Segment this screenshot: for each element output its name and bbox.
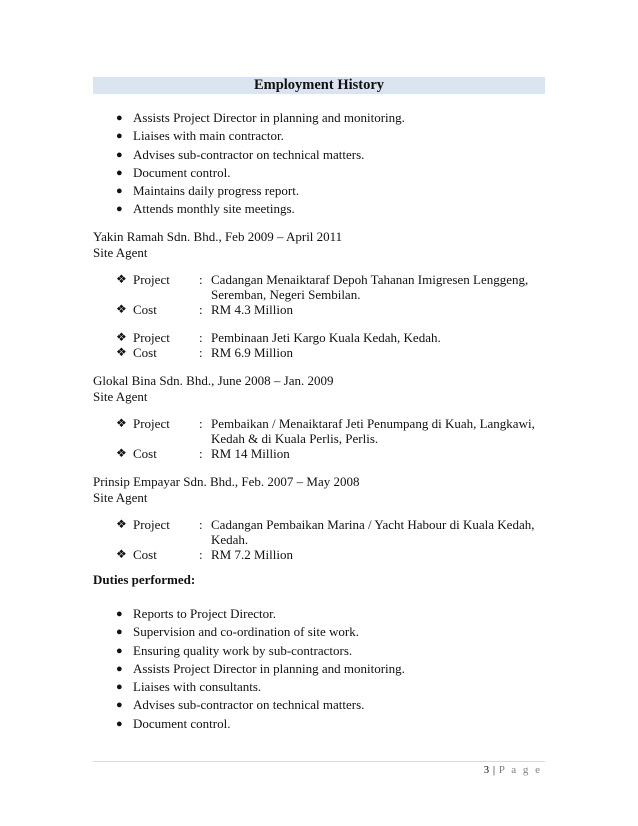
diamond-bullet-icon: ❖ [116, 330, 127, 344]
cost-row [116, 345, 546, 360]
list-item: ● Ensuring quality work by sub-contractors. [116, 642, 353, 658]
separator: : [199, 416, 203, 431]
company-heading: Yakin Ramah Sdn. Bhd., Feb 2009 – April 2011 [93, 229, 343, 244]
project-row [116, 416, 546, 446]
project-name: Pembinaan Jeti Kargo Kuala Kedah, Kedah. [211, 330, 441, 345]
cost-value: RM 4.3 Million [211, 302, 293, 317]
bullet-icon: ● [116, 699, 123, 712]
project-label: Project [133, 330, 170, 345]
job-role: Site Agent [93, 389, 148, 404]
list-item: ● Liaises with main contractor. [116, 128, 284, 144]
project-entry [116, 330, 546, 360]
cost-row [116, 302, 546, 317]
page-footer [484, 764, 542, 776]
project-entry [116, 517, 546, 562]
project-name: Cadangan Menaiktaraf Depoh Tahanan Imigresen Lenggeng, Seremban, Negeri Sembilan. [211, 272, 529, 302]
company-heading: Glokal Bina Sdn. Bhd., June 2008 – Jan. 2009 [93, 373, 334, 388]
job-role: Site Agent [93, 245, 148, 260]
bullet-icon: ● [116, 608, 123, 620]
list-item: ● Assists Project Director in planning and monitoring. [116, 110, 405, 125]
page-label: P a g e [498, 764, 542, 776]
project-name: Pembaikan / Menaiktaraf Jeti Penumpang di Kuah, Langkawi, Kedah & di Kuala Perlis, Perlis. [211, 416, 535, 446]
bullet-icon: ● [116, 112, 123, 124]
cost-row [116, 547, 546, 562]
project-row [116, 272, 546, 302]
list-item: ● Reports to Project Director. [116, 606, 276, 621]
list-item: ● Attends monthly site meetings. [116, 201, 295, 217]
cost-label: Cost [133, 446, 157, 461]
cost-value: RM 14 Million [211, 446, 290, 461]
project-label: Project [133, 416, 170, 431]
cost-value: RM 7.2 Million [211, 547, 293, 562]
separator: : [199, 517, 203, 532]
cost-value: RM 6.9 Million [211, 345, 293, 360]
section-title: Employment History [93, 77, 545, 94]
project-row [116, 517, 546, 547]
diamond-bullet-icon: ❖ [116, 517, 127, 531]
bullet-icon: ● [116, 662, 123, 675]
list-item: ● Supervision and co-ordination of site work. [116, 624, 360, 640]
list-item: ● Advises sub-contractor on technical matters. [116, 146, 365, 162]
bullet-icon: ● [116, 185, 123, 198]
bullet-icon: ● [116, 626, 123, 639]
footer-separator: | [492, 764, 496, 776]
project-entry [116, 272, 546, 317]
separator: : [199, 330, 203, 345]
cost-label: Cost [133, 345, 157, 360]
responsibilities-list [116, 109, 405, 219]
project-label: Project [133, 272, 170, 287]
separator: : [199, 302, 203, 317]
diamond-bullet-icon: ❖ [116, 302, 127, 316]
diamond-bullet-icon: ❖ [116, 345, 127, 359]
separator: : [199, 345, 203, 360]
footer-divider [93, 761, 545, 762]
project-label: Project [133, 517, 170, 532]
job-role: Site Agent [93, 490, 148, 505]
separator: : [199, 272, 203, 287]
bullet-icon: ● [116, 644, 123, 657]
separator: : [199, 446, 203, 461]
diamond-bullet-icon: ❖ [116, 272, 127, 286]
bullet-icon: ● [116, 148, 123, 161]
list-item: ● Document control. [116, 164, 231, 180]
bullet-icon: ● [116, 203, 123, 216]
diamond-bullet-icon: ❖ [116, 416, 127, 430]
cost-row [116, 446, 546, 461]
bullet-icon: ● [116, 166, 123, 179]
diamond-bullet-icon: ❖ [116, 547, 127, 561]
list-item: ● Advises sub-contractor on technical matters. [116, 697, 365, 713]
list-item: ● Maintains daily progress report. [116, 183, 300, 199]
bullet-icon: ● [116, 130, 123, 143]
company-heading: Prinsip Empayar Sdn. Bhd., Feb. 2007 – May 2008 [93, 474, 360, 489]
list-item: ● Document control. [116, 715, 231, 731]
separator: : [199, 547, 203, 562]
list-item: ● Assists Project Director in planning and monitoring. [116, 660, 405, 676]
bullet-icon: ● [116, 681, 123, 694]
duties-heading: Duties performed: [93, 572, 196, 587]
project-row [116, 330, 546, 345]
list-item: ● Liaises with consultants. [116, 679, 262, 695]
duties-list [116, 605, 405, 733]
diamond-bullet-icon: ❖ [116, 446, 127, 460]
bullet-icon: ● [116, 717, 123, 730]
cost-label: Cost [133, 302, 157, 317]
cost-label: Cost [133, 547, 157, 562]
project-entry [116, 416, 546, 461]
page-number: 3 [483, 764, 490, 776]
project-name: Cadangan Pembaikan Marina / Yacht Habour di Kuala Kedah, Kedah. [211, 517, 535, 547]
